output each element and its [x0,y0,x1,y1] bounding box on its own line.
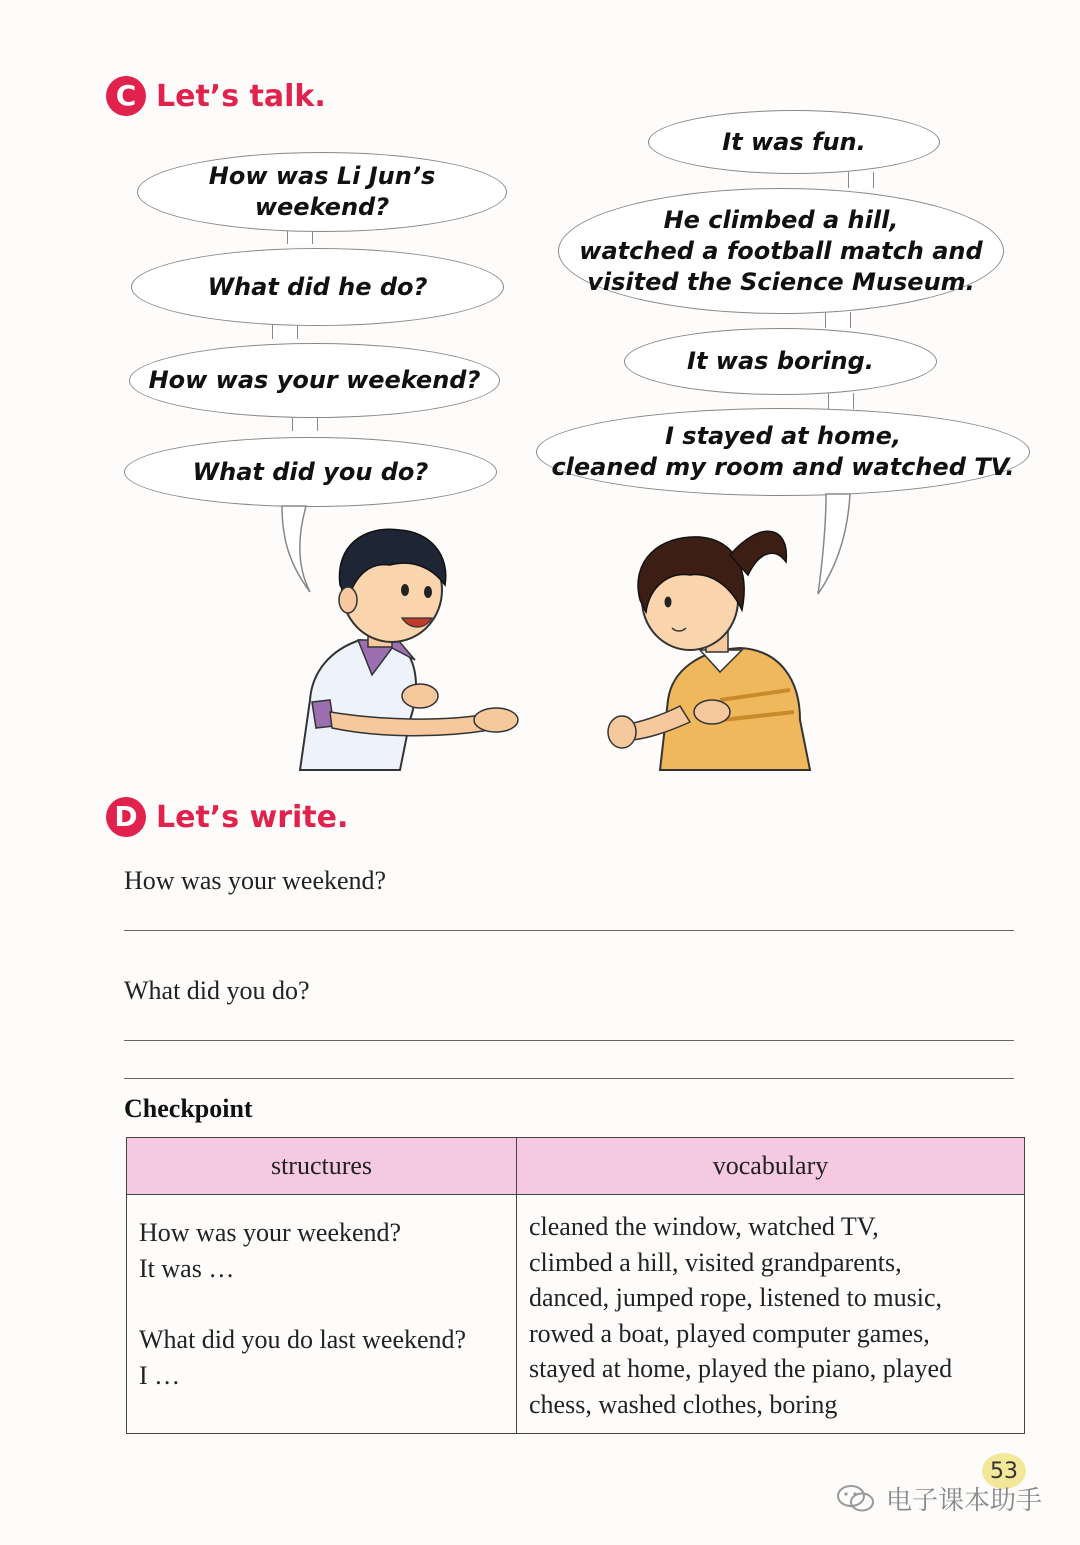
bubble-answer-fun-text: It was fun. [722,127,866,156]
header-structures: structures [127,1138,517,1195]
bubble-line: I stayed at home, [665,422,901,450]
bubble-question-your-weekend: How was your weekend? [129,343,500,418]
section-c-badge: C [106,76,146,116]
boy-figure [300,529,518,770]
structure-question: What did you do last weekend? [139,1325,467,1354]
write-line[interactable] [124,930,1014,931]
write-prompt-what-did-you-do: What did you do? [124,976,310,1005]
bubble-line: cleaned my room and watched TV. [551,453,1015,481]
bubble-line: visited the Science Museum. [587,267,975,296]
page-number: 53 [982,1453,1026,1489]
vocabulary-line: chess, washed clothes, boring [529,1389,838,1419]
girl-figure [608,531,810,770]
section-d-header [106,797,348,837]
vocabulary-line: rowed a boat, played computer games, [529,1318,930,1348]
write-prompt-weekend: How was your weekend? [124,866,387,895]
bubble-line: He climbed a hill, [663,205,899,234]
section-c-title: Let’s talk. [156,78,326,114]
vocabulary-cell [517,1195,1025,1434]
checkpoint-table [126,1137,1025,1434]
vocabulary-line: stayed at home, played the piano, played [529,1354,953,1384]
structure-answer: I … [139,1361,181,1390]
write-line[interactable] [124,1078,1014,1079]
watermark-text: 电子课本助手 [886,1486,1043,1516]
bubble-line: watched a football match and [579,236,983,265]
vocabulary-line: danced, jumped rope, listened to music, [529,1283,943,1313]
watermark [836,1480,1042,1517]
section-d-badge: D [106,797,146,837]
bubble-answer-boring-text: It was boring. [687,347,874,375]
bubble-question-what-did-he-do: What did he do? [131,248,504,326]
write-line[interactable] [124,1040,1014,1041]
checkpoint-title: Checkpoint [124,1094,253,1123]
structure-answer: It was … [139,1254,235,1283]
wechat-icon [836,1483,876,1515]
structures-cell [127,1195,517,1434]
bubble-question-lijun-weekend: How was Li Jun’s weekend? [137,152,507,232]
bubble-tail-left [282,506,310,592]
bubble-tail-right [818,494,850,594]
bubble-question-what-did-you-do: What did you do? [124,437,497,507]
section-d-title: Let’s write. [156,799,349,835]
vocabulary-line: climbed a hill, visited grandparents, [529,1247,902,1277]
structure-question: How was your weekend? [139,1218,402,1247]
header-vocabulary: vocabulary [517,1138,1025,1195]
vocabulary-line: cleaned the window, watched TV, [529,1212,879,1241]
